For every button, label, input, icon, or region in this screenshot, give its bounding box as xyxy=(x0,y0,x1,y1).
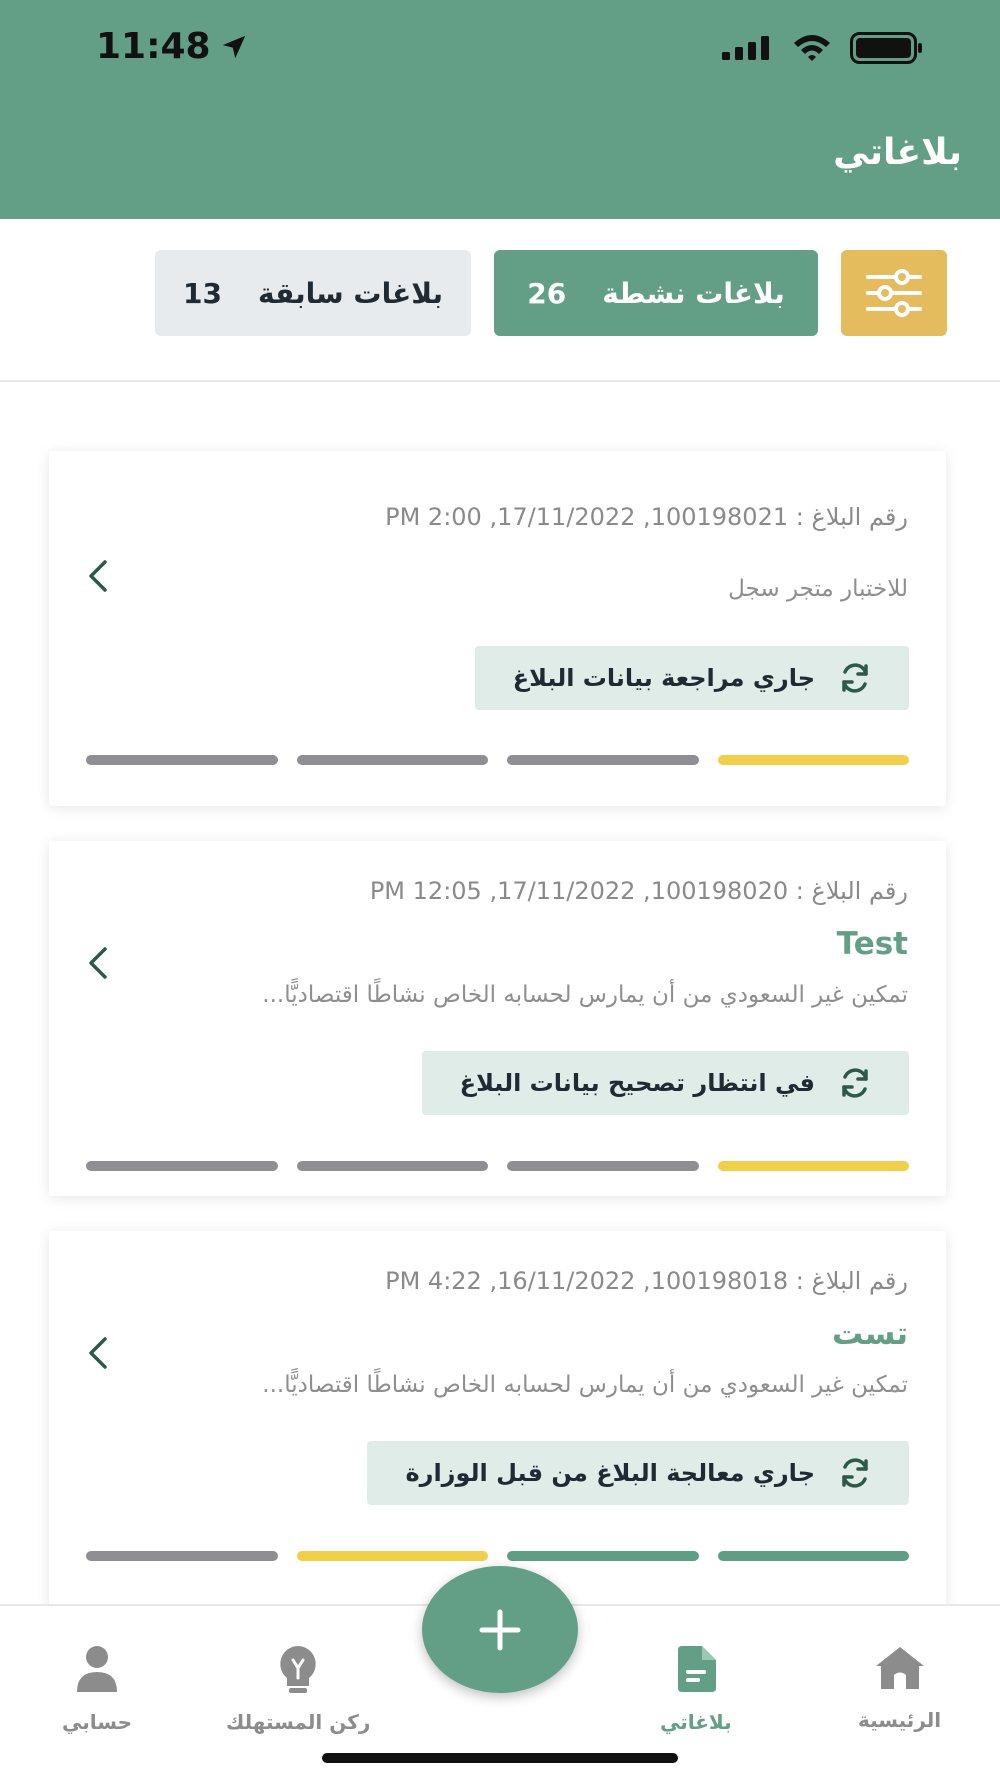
chevron-left-icon[interactable] xyxy=(85,946,111,980)
report-progress xyxy=(86,1161,909,1171)
nav-label-account: حسابي xyxy=(62,1710,133,1734)
progress-segment xyxy=(718,755,910,765)
nav-label-my-reports: بلاغاتي xyxy=(660,1710,732,1734)
progress-segment xyxy=(718,1161,910,1171)
report-status-text: جاري مراجعة بيانات البلاغ xyxy=(512,664,815,692)
battery-icon xyxy=(850,32,924,64)
report-title: تست xyxy=(831,1316,908,1352)
document-icon xyxy=(674,1644,718,1694)
chevron-left-icon[interactable] xyxy=(85,559,111,593)
report-status-text: جاري معالجة البلاغ من قبل الوزارة xyxy=(405,1459,815,1487)
refresh-icon xyxy=(837,660,873,696)
home-indicator xyxy=(322,1753,678,1763)
report-card[interactable] xyxy=(49,1231,946,1611)
tab-active-count: 26 xyxy=(527,276,567,310)
status-bar-indicators xyxy=(722,32,924,64)
report-meta: رقم البلاغ : 100198018, 16/11/2022, 4:22 PM xyxy=(385,1267,908,1295)
lightbulb-icon xyxy=(276,1644,320,1694)
refresh-icon xyxy=(837,1065,873,1101)
nav-item-my-reports[interactable] xyxy=(660,1644,732,1734)
tab-active-label: بلاغات نشطة xyxy=(602,276,785,310)
report-card[interactable] xyxy=(49,841,946,1196)
report-meta: رقم البلاغ : 100198020, 17/11/2022, 12:05 PM xyxy=(369,877,908,905)
add-report-button[interactable] xyxy=(422,1566,578,1693)
location-arrow-icon xyxy=(219,32,249,62)
tabs-row xyxy=(0,219,1000,382)
report-progress xyxy=(86,1551,909,1561)
progress-segment xyxy=(297,755,489,765)
report-status-badge xyxy=(422,1051,909,1115)
cellular-signal-icon xyxy=(722,36,774,60)
report-status-badge xyxy=(367,1441,909,1505)
nav-item-consumer-corner[interactable] xyxy=(226,1644,370,1734)
progress-segment xyxy=(297,1551,489,1561)
report-card[interactable] xyxy=(49,451,946,806)
tab-previous-count: 13 xyxy=(183,276,222,310)
tab-previous-label: بلاغات سابقة xyxy=(257,276,443,310)
report-description: تمكين غير السعودي من أن يمارس لحسابه الخاص نشاطًا اقتصاديًّا... xyxy=(262,1372,908,1398)
nav-item-home[interactable] xyxy=(858,1644,941,1732)
report-meta: رقم البلاغ : 100198021, 17/11/2022, 2:00 PM xyxy=(385,503,908,531)
progress-segment xyxy=(86,1161,278,1171)
progress-segment xyxy=(86,1551,278,1561)
chevron-left-icon[interactable] xyxy=(85,1336,111,1370)
wifi-icon xyxy=(792,33,832,63)
filter-button[interactable] xyxy=(841,250,947,336)
status-time-text: 11:48 xyxy=(96,26,211,67)
nav-item-account[interactable] xyxy=(62,1644,132,1734)
tab-active-reports[interactable] xyxy=(494,250,818,336)
report-description: تمكين غير السعودي من أن يمارس لحسابه الخاص نشاطًا اقتصاديًّا... xyxy=(262,982,908,1008)
page-title: بلاغاتي xyxy=(833,132,962,173)
nav-label-consumer-corner: ركن المستهلك xyxy=(226,1710,371,1734)
user-icon xyxy=(75,1644,119,1694)
report-description: للاختبار متجر سجل xyxy=(728,576,908,602)
status-bar-time xyxy=(96,26,249,67)
progress-segment xyxy=(86,755,278,765)
home-icon xyxy=(873,1644,927,1692)
progress-segment xyxy=(507,1551,699,1561)
nav-label-home: الرئيسية xyxy=(858,1708,942,1732)
report-status-badge xyxy=(475,646,909,710)
tab-previous-reports[interactable] xyxy=(155,250,471,336)
progress-segment xyxy=(507,755,699,765)
report-title: Test xyxy=(836,926,908,962)
refresh-icon xyxy=(837,1455,873,1491)
report-progress xyxy=(86,755,909,765)
progress-segment xyxy=(297,1161,489,1171)
progress-segment xyxy=(507,1161,699,1171)
progress-segment xyxy=(718,1551,910,1561)
plus-icon xyxy=(478,1608,522,1652)
sliders-icon xyxy=(865,268,923,318)
report-status-text: في انتظار تصحيح بيانات البلاغ xyxy=(459,1069,815,1097)
app-header xyxy=(0,0,1000,219)
